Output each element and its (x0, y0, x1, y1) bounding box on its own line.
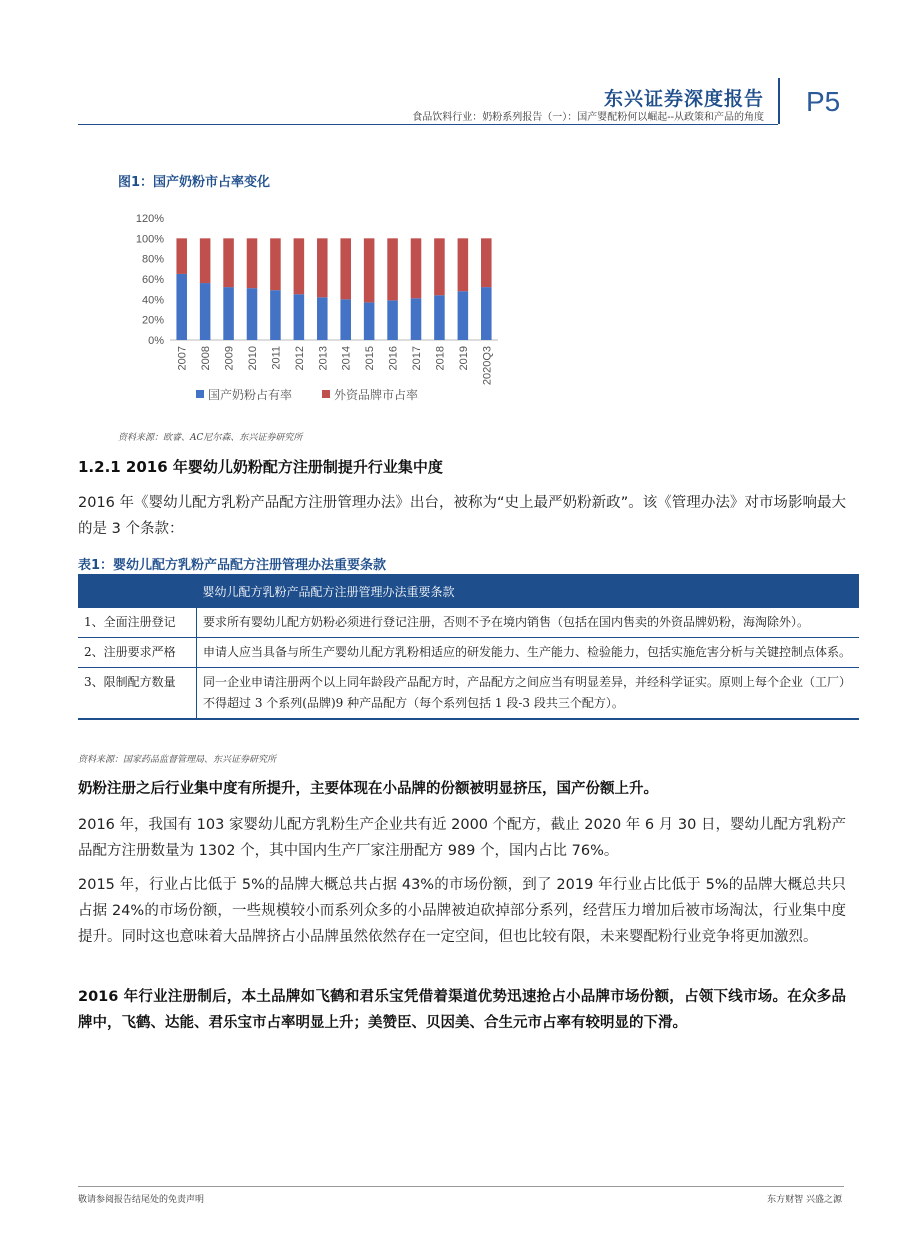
bar-domestic (481, 287, 492, 340)
x-tick-label: 2009 (223, 346, 236, 371)
x-tick-label: 2016 (387, 346, 400, 371)
table-title: 表1：婴幼儿配方乳粉产品配方注册管理办法重要条款 (78, 558, 387, 573)
x-tick-label: 2019 (457, 346, 470, 371)
x-tick-label: 2010 (247, 346, 259, 371)
bar-domestic (411, 298, 422, 340)
y-tick-label: 100% (135, 233, 164, 246)
bar-domestic (270, 290, 281, 340)
clause-desc: 要求所有婴幼儿配方奶粉必须进行登记注册，否则不予在境内销售（包括在国内售卖的外资品牌奶粉，海淘除外）。 (197, 608, 860, 638)
bar-domestic (247, 288, 258, 340)
figure-title: 图1：国产奶粉市占率变化 (118, 175, 271, 190)
bar-foreign (434, 238, 445, 295)
table-header-blank (78, 574, 197, 608)
paragraph-registration-stats: 2016 年，我国有 103 家婴幼儿配方乳粉生产企业共有近 2000 个配方，截止 2020 年 6 月 30 日，婴幼儿配方乳粉产品配方注册数量为 1302 个，其中国内生产厂家注册配方 989 个，国内占比 76%。 (78, 817, 846, 859)
bar-domestic (434, 295, 445, 340)
table-header-row (78, 574, 859, 608)
bar-domestic (200, 283, 211, 340)
bar-domestic (340, 299, 351, 340)
bar-domestic (294, 294, 305, 340)
legend-swatch (196, 390, 204, 398)
y-tick-label: 120% (135, 213, 164, 225)
bar-foreign (247, 238, 258, 288)
x-tick-label: 2012 (293, 346, 306, 371)
bar-foreign (176, 238, 187, 274)
x-tick-label: 2014 (340, 346, 353, 371)
header-divider (778, 78, 780, 124)
x-tick-label: 2015 (364, 346, 377, 371)
clause-name: 1、全面注册登记 (78, 608, 197, 638)
figure-source: 资料来源：欧睿、AC尼尔森、东兴证券研究所 (118, 433, 303, 443)
x-tick-label: 2013 (317, 346, 330, 371)
bar-foreign (340, 238, 351, 299)
paragraph-brand-shift: 2016 年行业注册制后，本土品牌如飞鹤和君乐宝凭借着渠道优势迅速抢占小品牌市场份额，占领下线市场。在众多品牌中，飞鹤、达能、君乐宝市占率明显上升；美赞臣、贝因美、合生元市占率有较明显的下滑。 (78, 989, 846, 1031)
bar-domestic (458, 291, 469, 340)
paragraph-concentration: 2015 年，行业占比低于 5%的品牌大概总共占据 43%的市场份额，到了 2019 年行业占比低于 5%的品牌大概总共只占据 24%的市场份额，一些规模较小而系列众多的小品牌被迫砍掉部分系列，经营压力增加后被市场淘汰，行业集中度提升。同时这也意味着大品牌挤占小品牌虽然依然存在一定空间，但也比较有限，未来婴配粉行业竞争将更加激烈。 (78, 877, 846, 945)
market-share-chart (118, 200, 518, 420)
bar-domestic (223, 287, 234, 340)
bar-foreign (364, 238, 375, 302)
clause-desc: 申请人应当具备与所生产婴幼儿配方乳粉相适应的研发能力、生产能力、检验能力，包括实施危害分析与关键控制点体系。 (197, 638, 860, 668)
clause-name: 2、注册要求严格 (78, 638, 197, 668)
bar-foreign (411, 238, 422, 298)
bar-foreign (458, 238, 469, 291)
paragraph-intro: 2016 年《婴幼儿配方乳粉产品配方注册管理办法》出台，被称为“史上最严奶粉新政”。该《管理办法》对市场影响最大的是 3 个条款： (78, 495, 846, 537)
bar-foreign (270, 238, 281, 290)
bar-foreign (223, 238, 234, 287)
header-rule (78, 124, 778, 125)
y-tick-label: 60% (141, 274, 164, 286)
legend-label: 外资品牌市占率 (334, 388, 419, 402)
x-tick-label: 2017 (411, 346, 423, 371)
bar-foreign (294, 238, 305, 294)
x-tick-label: 2020Q3 (481, 346, 494, 386)
paragraph-key-point: 奶粉注册之后行业集中度有所提升，主要体现在小品牌的份额被明显挤压，国产份额上升。 (78, 781, 658, 797)
bar-domestic (364, 302, 375, 340)
legend-label: 国产奶粉占有率 (208, 388, 293, 402)
report-subtitle: 食品饮料行业：奶粉系列报告（一）：国产婴配粉何以崛起--从政策和产品的角度 (412, 112, 764, 123)
y-tick-label: 0% (148, 335, 164, 347)
y-tick-label: 20% (141, 314, 164, 327)
clause-desc: 同一企业申请注册两个以上同年龄段产品配方时，产品配方之间应当有明显差异，并经科学证实。原则上每个企业（工厂）不得超过 3 个系列(品牌)9 种产品配方（每个系列包括 1 段-3 段共三个配方）。 (197, 668, 860, 720)
x-tick-label: 2018 (434, 346, 447, 371)
bar-foreign (387, 238, 398, 300)
footer-rule (78, 1186, 844, 1187)
table-row (78, 638, 859, 668)
bar-foreign (317, 238, 328, 297)
bar-foreign (481, 238, 492, 287)
y-tick-label: 40% (141, 294, 164, 307)
bar-domestic (317, 297, 328, 340)
y-tick-label: 80% (141, 253, 164, 266)
report-brand-title: 东兴证券深度报告 (603, 88, 764, 110)
footer-slogan: 东方财智 兴盛之源 (767, 1195, 842, 1205)
x-tick-label: 2011 (270, 346, 283, 370)
footer-disclaimer: 敬请参阅报告结尾处的免责声明 (78, 1195, 205, 1205)
bar-foreign (200, 238, 211, 283)
clause-name: 3、限制配方数量 (78, 668, 197, 720)
clauses-table (78, 574, 859, 720)
table-row (78, 608, 859, 638)
x-tick-label: 2007 (176, 346, 189, 371)
bar-domestic (176, 274, 187, 340)
bar-domestic (387, 300, 398, 340)
table-row (78, 668, 859, 720)
legend-swatch (322, 390, 330, 398)
page-number: P5 (806, 86, 841, 117)
table-source: 资料来源：国家药品监督管理局、东兴证券研究所 (78, 755, 277, 765)
x-tick-label: 2008 (200, 346, 213, 371)
section-heading: 1.2.1 2016 年婴幼儿奶粉配方注册制提升行业集中度 (78, 458, 443, 476)
table-header-cell: 婴幼儿配方乳粉产品配方注册管理办法重要条款 (197, 574, 860, 608)
